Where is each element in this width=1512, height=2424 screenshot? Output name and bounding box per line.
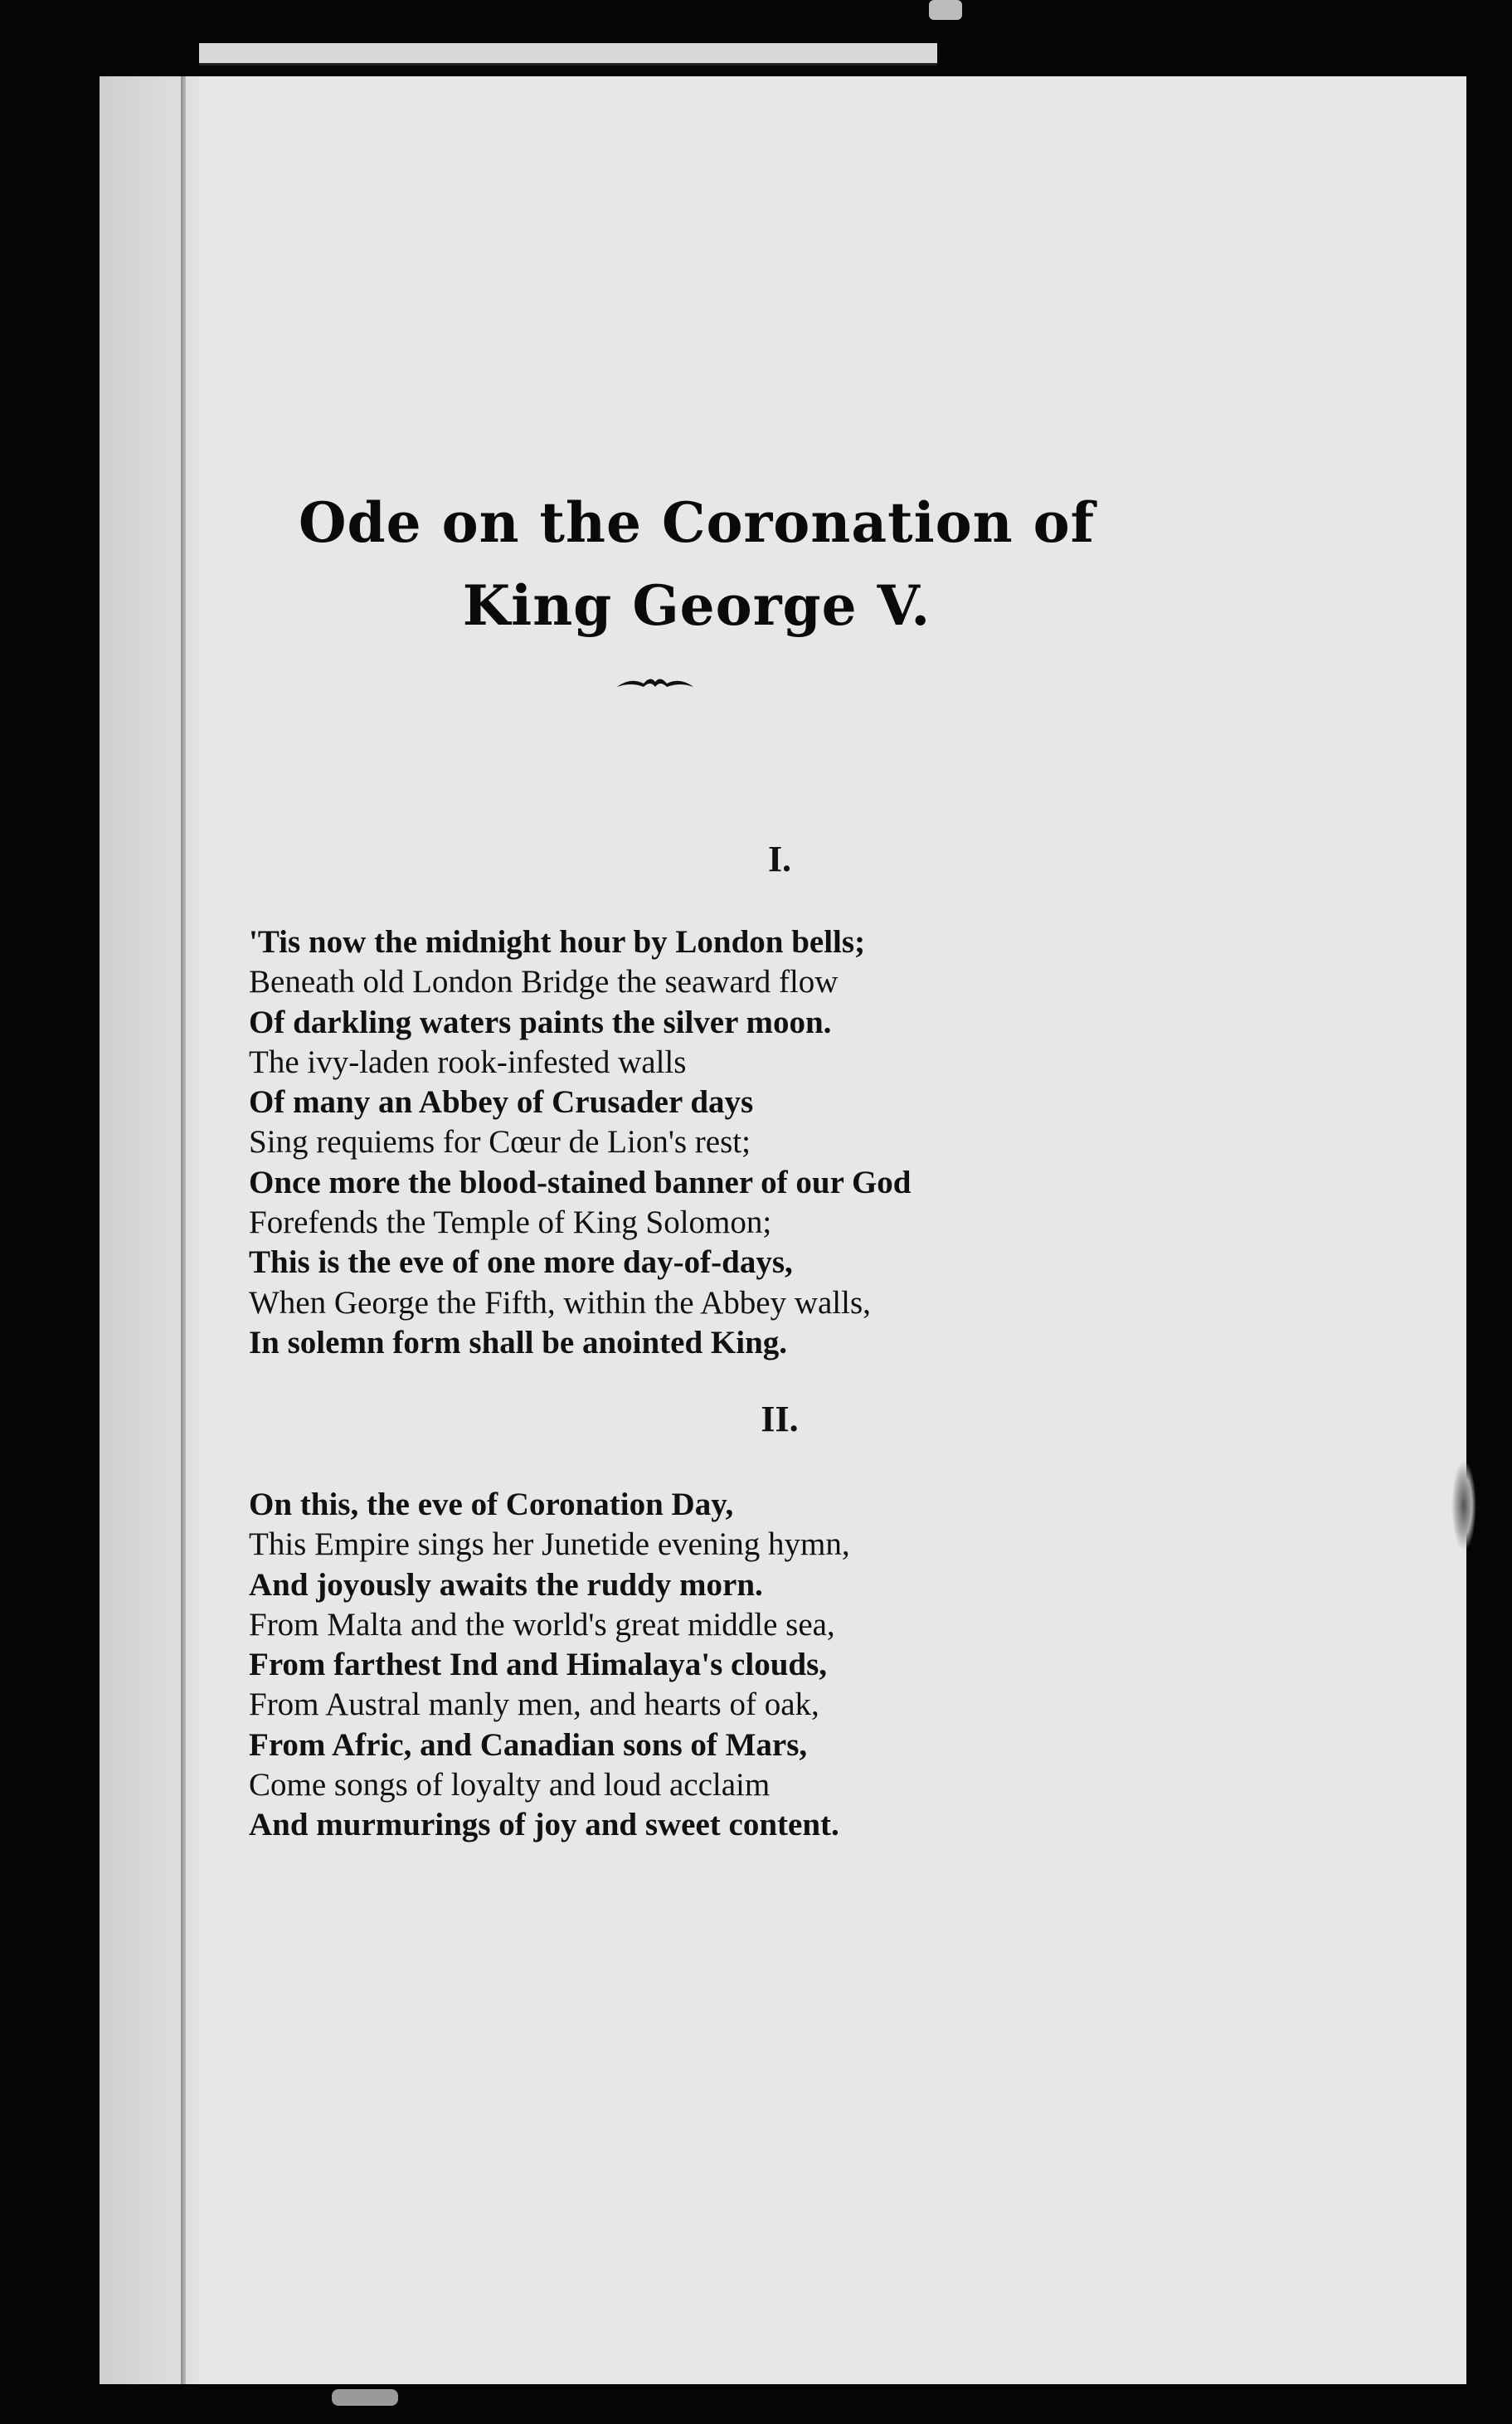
ornament-divider-icon <box>614 670 697 695</box>
scan-artifact-bottom <box>332 2389 398 2406</box>
stanza-2 <box>249 1485 1161 1846</box>
verse-line: And joyously awaits the ruddy morn. <box>249 1566 763 1603</box>
verse-line: Of many an Abbey of Crusader days <box>249 1084 754 1121</box>
verse-line: And murmurings of joy and sweet content. <box>249 1807 839 1843</box>
verse-line: Sing requiems for Cœur de Lion's rest; <box>249 1124 751 1161</box>
stanza-1 <box>249 922 1161 1363</box>
verse-line: Come songs of loyalty and loud acclaim <box>249 1767 771 1803</box>
verse-line: From Austral manly men, and hearts of oak, <box>249 1687 819 1723</box>
stanza-number-2: II. <box>761 1399 799 1439</box>
poem-title-line-2: King George V. <box>462 573 931 638</box>
verse-line: On this, the eve of Coronation Day, <box>249 1487 734 1522</box>
verse-line: This is the eve of one more day-of-days, <box>249 1244 793 1281</box>
stanza-number-1: I. <box>767 839 792 879</box>
verse-line: When George the Fifth, within the Abbey walls, <box>249 1284 871 1321</box>
verse-line: From farthest Ind and Himalaya's clouds, <box>249 1647 828 1683</box>
verse-line: In solemn form shall be anointed King. <box>249 1324 788 1360</box>
poem-title <box>282 481 1111 647</box>
verse-line: Of darkling waters paints the silver moon. <box>249 1004 832 1040</box>
verse-line: Forefends the Temple of King Solomon; <box>249 1205 772 1241</box>
poem-title-line-1: Ode on the Coronation of <box>298 490 1096 555</box>
verse-line: 'Tis now the midnight hour by London bells; <box>249 924 866 960</box>
verse-line: Once more the blood-stained banner of our God <box>249 1164 912 1200</box>
verse-line: The ivy-laden rook-infested walls <box>249 1044 687 1080</box>
page-fold-line <box>181 76 186 2384</box>
scan-artifact-top <box>929 0 962 20</box>
verse-line: From Malta and the world's great middle sea, <box>249 1606 835 1643</box>
verse-line: Beneath old London Bridge the seaward flow <box>249 964 839 1000</box>
scanner-top-strip <box>199 43 937 66</box>
verse-line: This Empire sings her Junetide evening hymn, <box>249 1526 850 1563</box>
scan-artifact-side <box>1451 1460 1476 1551</box>
verse-line: From Afric, and Canadian sons of Mars, <box>249 1726 808 1763</box>
